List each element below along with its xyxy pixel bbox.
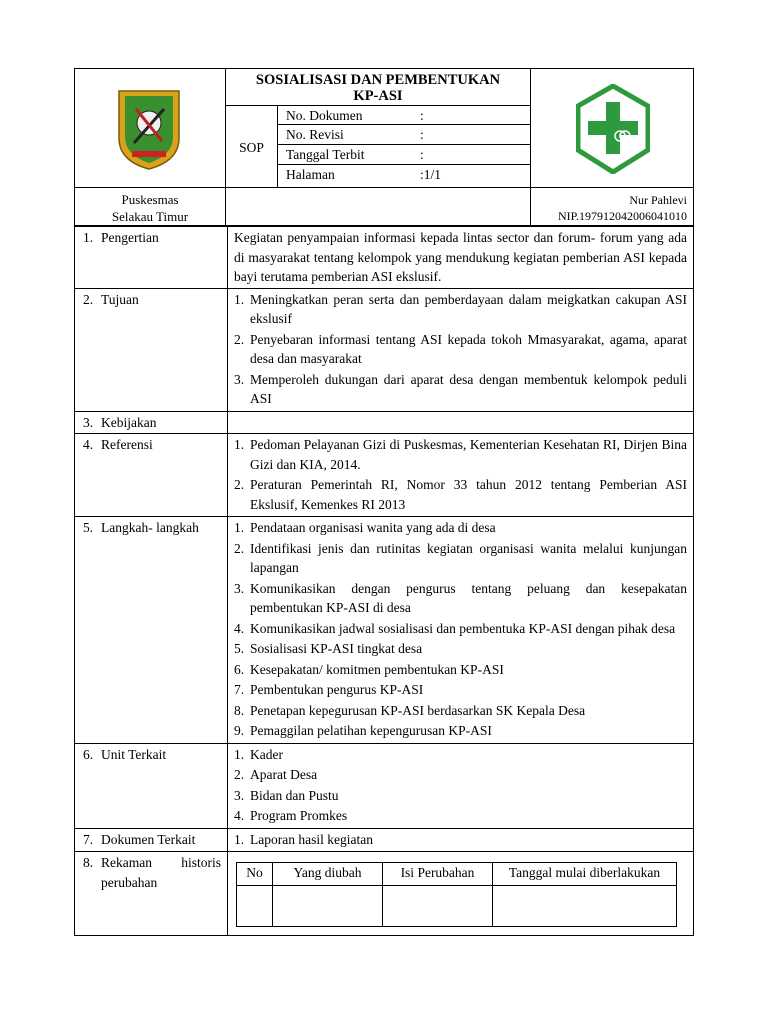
history-table xyxy=(236,862,677,927)
list-item: 9. Pemaggilan pelatihan kepengurusan KP-ASI xyxy=(234,723,492,738)
list-item: 1. Kader xyxy=(234,746,283,762)
history-empty-row xyxy=(237,886,677,927)
referensi-list xyxy=(228,434,694,517)
list-item: 1. Pendataan organisasi wanita yang ada di desa xyxy=(234,520,496,535)
section-label: 4. Referensi xyxy=(75,434,228,517)
meta-label: No. Dokumen xyxy=(286,108,363,123)
org-line-2: Selakau Timur xyxy=(111,209,189,224)
row-tujuan xyxy=(75,288,694,411)
list-item: 2. Penyebaran informasi tentang ASI kepada tokoh Mmasyarakat, agama, aparat desa dan masyarakat xyxy=(234,331,687,366)
regional-emblem-icon xyxy=(114,83,184,173)
meta-row-dokumen xyxy=(277,105,531,125)
list-item: 7. Pembentukan pengurus KP-ASI xyxy=(234,682,424,697)
title-line-1: SOSIALISASI DAN PEMBENTUKAN xyxy=(255,72,501,88)
meta-label: Tanggal Terbit xyxy=(286,147,365,162)
section-label: 1. Pengertian xyxy=(75,227,228,289)
history-col-header: Tanggal mulai diberlakukan xyxy=(493,863,677,886)
list-item: 3. Bidan dan Pustu xyxy=(234,787,339,803)
meta-row-revisi xyxy=(277,124,531,145)
tujuan-list xyxy=(228,288,694,411)
row-referensi xyxy=(75,434,694,517)
meta-label: No. Revisi xyxy=(286,127,344,142)
meta-value: : xyxy=(420,127,424,142)
list-item: 2. Identifikasi jenis dan rutinitas kegiatan organisasi wanita melalui kunjungan lapangan xyxy=(234,540,687,575)
meta-value: : xyxy=(420,108,424,123)
kebijakan-text xyxy=(228,411,694,434)
section-label: 8. Rekaman historis perubahan xyxy=(75,852,228,936)
puskesmas-logo-icon xyxy=(576,84,650,174)
row-rekaman xyxy=(75,852,694,936)
row-pengertian xyxy=(75,227,694,289)
row-langkah xyxy=(75,517,694,744)
list-item: 8. Penetapan kepegurusan KP-ASI berdasarkan SK Kepala Desa xyxy=(234,702,586,718)
signer-block xyxy=(530,187,694,226)
org-line-1: Puskesmas xyxy=(121,192,179,207)
history-header-row xyxy=(237,863,677,886)
meta-row-terbit xyxy=(277,144,531,165)
signer-name: Nur Pahlevi xyxy=(629,193,687,207)
puskesmas-logo-cell xyxy=(530,68,694,188)
row-unit-terkait xyxy=(75,743,694,828)
meta-label: Halaman xyxy=(286,167,335,182)
langkah-list xyxy=(228,517,694,744)
sop-content-table xyxy=(74,226,694,936)
list-item: 3. Komunikasikan dengan pengurus tentang peluang dan kesepakatan pembentukan KP-ASI di desa xyxy=(234,580,687,615)
signer-nip: NIP.197912042006041010 xyxy=(557,209,687,223)
list-item: 4. Komunikasikan jadwal sosialisasi dan pembentuka KP-ASI dengan pihak desa xyxy=(234,620,676,636)
list-item: 2. Aparat Desa xyxy=(234,767,318,782)
section-label: 5. Langkah- langkah xyxy=(75,517,228,744)
empty-header-cell xyxy=(225,187,531,226)
dokumen-list xyxy=(228,828,694,852)
organization-name xyxy=(74,187,226,226)
history-cell xyxy=(228,852,694,936)
history-col-header: Yang diubah xyxy=(273,863,383,886)
sop-label: SOP xyxy=(225,105,278,188)
unit-list xyxy=(228,743,694,828)
list-item: 6. Kesepakatan/ komitmen pembentukan KP-ASI xyxy=(234,661,504,677)
list-item: 4. Program Promkes xyxy=(234,808,348,823)
list-item: 3. Memperoleh dukungan dari aparat desa dengan membentuk kelompok peduli ASI xyxy=(234,371,687,406)
meta-row-halaman xyxy=(277,164,531,188)
list-item: 2. Peraturan Pemerintah RI, Nomor 33 tahun 2012 tentang Pemberian ASI Ekslusif, Kemenkes RI 2013 xyxy=(234,477,687,512)
list-item: 1. Meningkatkan peran serta dan pemberdayaan dalam meigkatkan cakupan ASI ekslusif xyxy=(234,291,687,326)
regional-logo-cell xyxy=(74,68,226,188)
history-col-header: Isi Perubahan xyxy=(383,863,493,886)
row-dokumen-terkait xyxy=(75,828,694,852)
meta-value: :1/1 xyxy=(420,167,442,182)
section-label: 3. Kebijakan xyxy=(75,411,228,434)
history-col-header: No xyxy=(237,863,273,886)
list-item: 1. Laporan hasil kegiatan xyxy=(234,831,373,847)
pengertian-text: Kegiatan penyampaian informasi kepada lintas sector dan forum- forum yang ada di masyarakat tentang kelompok yang mendukung kegiatan pemberian ASI kepada bayi terutama pemberian ASI ekslusif. xyxy=(228,227,694,289)
title-line-2: KP-ASI xyxy=(353,88,403,104)
list-item: 5. Sosialisasi KP-ASI tingkat desa xyxy=(234,641,423,656)
document-title xyxy=(225,68,531,106)
section-label: 6. Unit Terkait xyxy=(75,743,228,828)
section-label: 2. Tujuan xyxy=(75,288,228,411)
row-kebijakan xyxy=(75,411,694,434)
section-label: 7. Dokumen Terkait xyxy=(75,828,228,852)
document-header xyxy=(74,68,694,226)
list-item: 1. Pedoman Pelayanan Gizi di Puskesmas, Kementerian Kesehatan RI, Dirjen Bina Gizi dan KIA, 2014. xyxy=(234,437,687,472)
meta-value: : xyxy=(420,147,424,162)
